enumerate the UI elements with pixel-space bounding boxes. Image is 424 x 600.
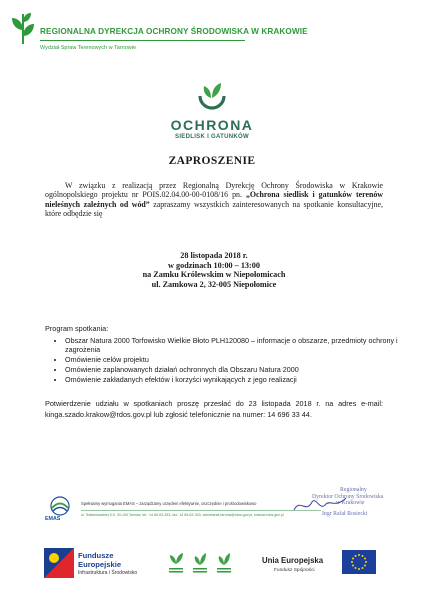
project-name: „Ochrona siedlisk i gatunków terenów nieleśnych zależnych od wód” xyxy=(45,190,384,209)
event-details xyxy=(45,251,383,289)
program-title: Program spotkania: xyxy=(45,324,109,333)
project-logo-title: OCHRONA xyxy=(170,117,254,133)
small-green-logo-icon xyxy=(166,548,186,578)
fe-subtitle: Infrastruktura i Środowisko xyxy=(78,570,138,576)
eu-subtitle: Fundusz Spójności xyxy=(274,568,315,573)
stamp-line: Regionalny xyxy=(340,487,367,493)
list-item: • Omówienie zaplanowanych działań ochronnych dla Obszaru Natura 2000 xyxy=(65,365,403,374)
emas-logo-icon xyxy=(46,496,74,516)
header-divider xyxy=(40,40,245,41)
eu-flag-icon xyxy=(342,550,376,574)
small-green-logo-icon xyxy=(214,548,234,578)
eu-title: Unia Europejska xyxy=(262,556,324,565)
list-item: • Omówienie zakładanych efektów i korzyści wynikających z jego realizacji xyxy=(65,375,403,384)
fe-logo-icon xyxy=(44,548,74,578)
program-list xyxy=(45,336,403,384)
stamp-line: w Krakowie xyxy=(336,500,365,507)
stamp-line: Dyrektor Ochrony Środowiska xyxy=(312,493,384,500)
fe-title xyxy=(78,552,121,569)
event-date: 28 listopada 2018 r. xyxy=(180,251,248,260)
emas-label: EMAS xyxy=(45,516,61,522)
list-item: • Obszar Natura 2000 Torfowisko Wielkie Błoto PLH120080 – informacje o obszarze, przedmioty ochrony i zagrożenia xyxy=(65,336,403,354)
stamp-line: Ingr Rafał Rosiecki xyxy=(322,510,368,517)
small-green-logo-icon xyxy=(190,548,210,578)
department-name: Wydział Spraw Terenowych w Tarnowie xyxy=(40,45,137,51)
event-place: na Zamku Królewskim w Niepołomicach xyxy=(142,270,286,280)
project-logo-icon xyxy=(194,76,230,112)
rdos-logo-icon xyxy=(8,10,38,46)
event-time: w godzinach 10:00 – 13:00 xyxy=(168,260,260,270)
project-logo-subtitle: SIEDLISK I GATUNKÓW xyxy=(175,134,249,140)
fe-title-1: Fundusze xyxy=(78,551,114,560)
footer-address: ul. Sołtaniowskiej 5-9, 33-100 Tarnów, tel.: 14 69-63-353, fax: 14 69-63-343, sekretariat.tarnow@rdos.gov.pl, krakow.rdos.gov.pl xyxy=(81,513,284,517)
org-name: REGIONALNA DYREKCJA OCHRONY ŚRODOWISKA W KRAKOWIE xyxy=(40,27,308,36)
list-item: • Omówienie celów projektu xyxy=(65,355,403,364)
fe-title-2: Europejskie xyxy=(78,559,122,569)
signature-scribble-icon xyxy=(290,492,350,518)
intro-text: W związku z realizacją przez Regionalną Dyrekcję Ochrony Środowiska w Krakowie ogólnopolskiego projektu nr POIS.02.04.00-00-0108/16 pn. xyxy=(45,181,383,200)
confirmation-text: Potwierdzenie udziału w spotkaniach proszę przesłać do 23 listopada 2018 r. na adres e-mail: kinga.szado.krakow@rdos.gov.pl lub zgłosić telefonicznie na numer: 14 696 33 44. xyxy=(45,399,383,420)
event-address: ul. Zamkowa 2, 32-005 Niepołomice xyxy=(151,279,277,289)
emas-statement: Spełniamy wymogania EMAS – zarządzamy urzędem efektywnie, oszczędnie i prośrodowiskowo xyxy=(81,501,257,506)
page-title: ZAPROSZENIE xyxy=(168,155,256,167)
footer-divider xyxy=(81,510,321,511)
intro-paragraph xyxy=(45,181,383,218)
intro-text-end: zapraszamy wszystkich zainteresowanych na spotkanie konsultacyjne, które odbędzie się xyxy=(45,199,383,218)
